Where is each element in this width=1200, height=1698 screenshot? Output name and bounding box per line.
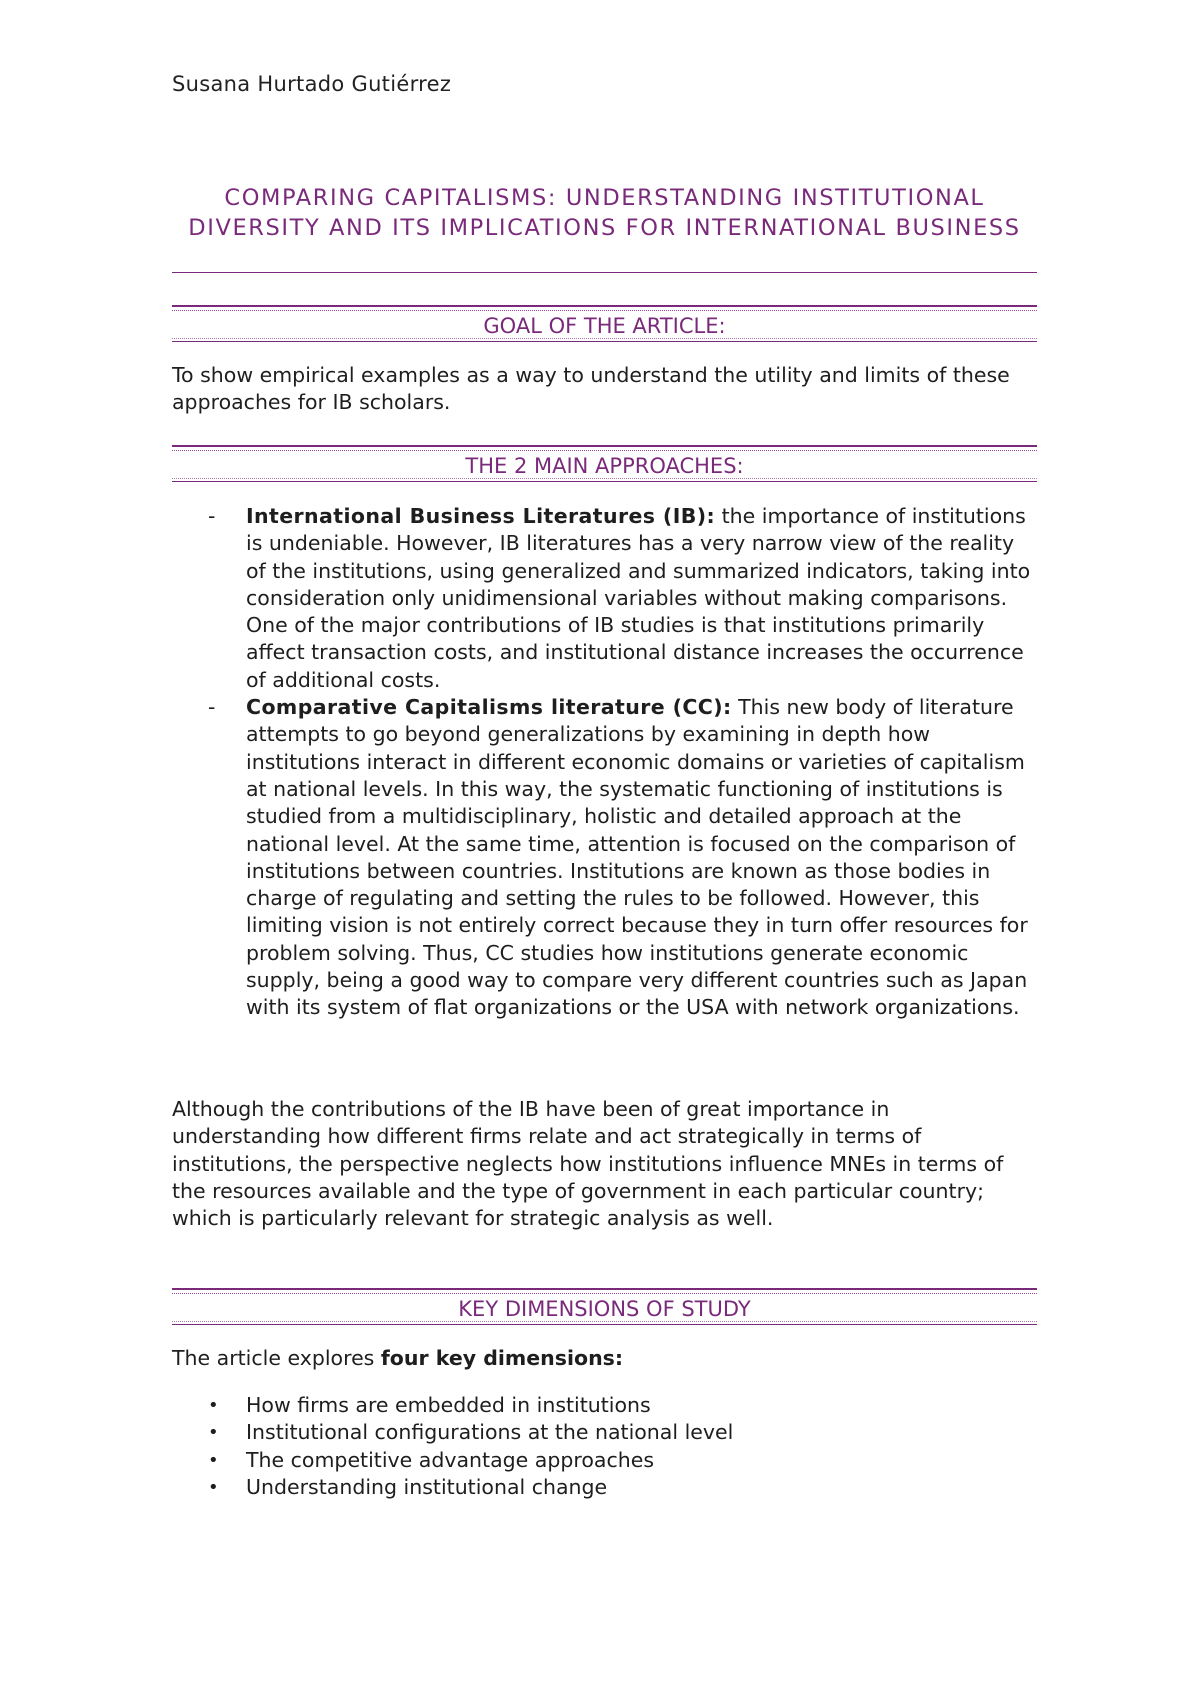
- section-heading-approaches: [172, 445, 1037, 480]
- section-heading-dimensions: [172, 1288, 1037, 1323]
- dimension-text: Institutional configurations at the national level: [246, 1420, 734, 1445]
- list-item: [172, 1447, 1037, 1474]
- goal-text: To show empirical examples as a way to understand the utility and limits of these approaches for IB scholars.: [172, 363, 1010, 415]
- author-name: Susana Hurtado Gutiérrez: [172, 72, 452, 96]
- bullet-marker: •: [208, 1395, 219, 1416]
- list-item-ib: [172, 503, 1037, 694]
- approaches-list: [172, 503, 1037, 1022]
- dimension-text: The competitive advantage approaches: [246, 1447, 655, 1472]
- bullet-marker: •: [208, 1422, 219, 1444]
- dimension-text: How firms are embedded in institutions: [246, 1393, 651, 1417]
- dimensions-intro-prefix: The article explores: [172, 1346, 381, 1370]
- dimensions-list: [172, 1392, 1037, 1501]
- document-title: COMPARING CAPITALISMS: UNDERSTANDING INSTITUTIONAL DIVERSITY AND ITS IMPLICATIONS FOR INTERNATIONAL BUSINESS: [188, 185, 1021, 241]
- list-item: [172, 1419, 1037, 1446]
- dimensions-heading: KEY DIMENSIONS OF STUDY: [458, 1297, 751, 1321]
- dimensions-intro: [172, 1345, 1037, 1372]
- dimension-text: Understanding institutional change: [246, 1474, 608, 1499]
- list-item: [172, 1474, 1037, 1501]
- dash-marker: -: [208, 695, 216, 720]
- term-ib: International Business Literatures (IB):: [246, 504, 716, 528]
- title-divider: [172, 272, 1037, 273]
- dimensions-intro-bold: four key dimensions:: [380, 1346, 624, 1370]
- bullet-marker: •: [208, 1476, 219, 1498]
- section-heading-goal: [172, 305, 1037, 340]
- term-cc: Comparative Capitalisms literature (CC):: [246, 695, 732, 720]
- description-cc: This new body of literature attempts to go beyond generalizations by examining in depth how institutions interact in different economic domains or varieties of capitalism at national levels. In this way, the systematic functioning of institutions is studied from a multidisciplinary, holistic and detailed approach at the national level. At the same time, attention is focused on the comparison of institutions between countries. Institutions are known as those bodies in charge of regulating and setting the rules to be followed. However, this limiting vision is not entirely correct because they in turn offer resources for problem solving. Thus, CC studies how institutions generate economic supply, being a good way to compare very different countries such as Japan with its system of flat organizations or the USA with network organizations.: [246, 695, 1028, 1020]
- list-item: [172, 1392, 1037, 1419]
- bullet-marker: •: [208, 1449, 219, 1471]
- goal-heading: GOAL OF THE ARTICLE:: [483, 314, 726, 338]
- approaches-heading: THE 2 MAIN APPROACHES:: [465, 454, 744, 478]
- dash-marker: -: [208, 504, 216, 528]
- approaches-closing-paragraph: Although the contributions of the IB have been of great importance in understanding how different firms relate and act strategically in terms of institutions, the perspective neglects how institutions influence MNEs in terms of the resources available and the type of government in each particular country; which is particularly relevant for strategic analysis as well.: [172, 1097, 1004, 1231]
- description-ib: the importance of institutions is undeniable. However, IB literatures has a very narrow view of the reality of the institutions, using generalized and summarized indicators, taking into consideration only unidimensional variables without making comparisons. One of the major contributions of IB studies is that institutions primarily affect transaction costs, and institutional distance increases the occurrence of additional costs.: [246, 504, 1031, 692]
- list-item-cc: [172, 694, 1037, 1022]
